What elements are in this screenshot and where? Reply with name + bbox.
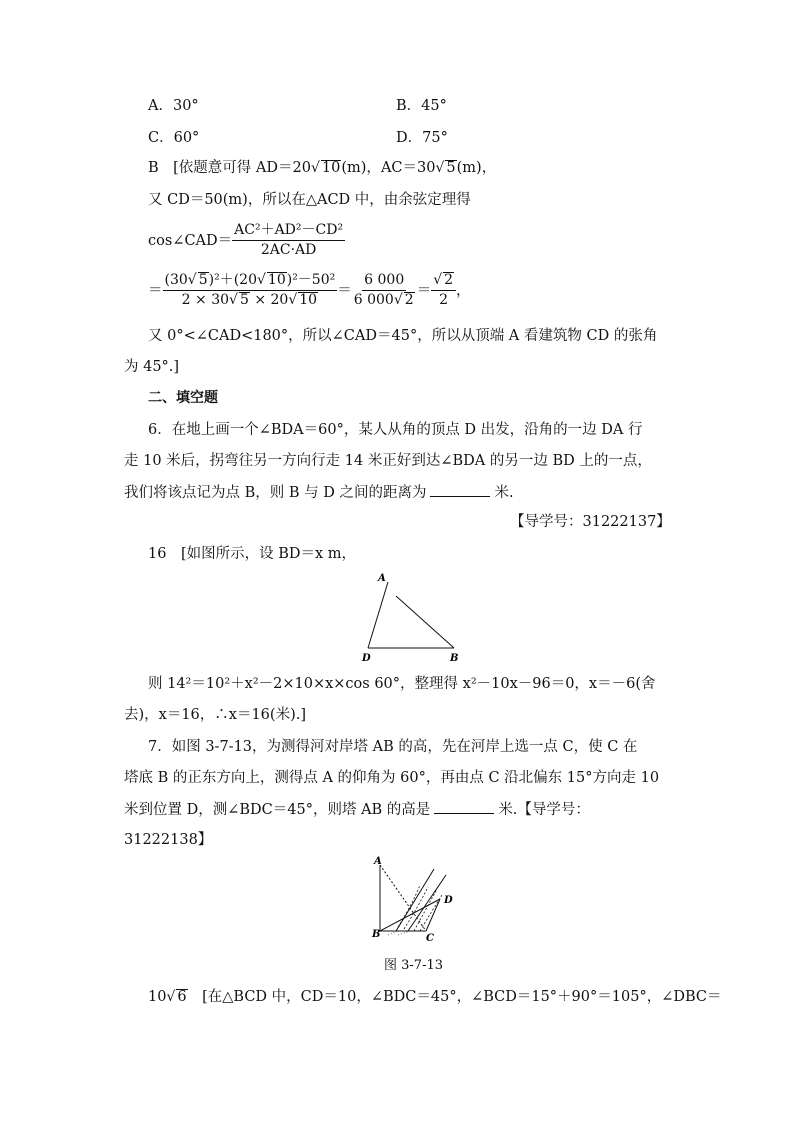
q5-solution-line1: B [依题意可得 AD＝20√ 10(m)，AC＝30√ 5(m)， — [148, 160, 497, 176]
vertex-label-b: B — [372, 929, 381, 940]
q6-line3: 我们将该点记为点 B，则 B 与 D 之间的距离为 米. — [124, 482, 514, 503]
vertex-label-d: D — [362, 653, 371, 664]
q7-line2: 塔底 B 的正东方向上，测得点 A 的仰角为 60°，再由点 C 沿北偏东 15°方向走 10 — [124, 770, 660, 786]
answer-blank — [434, 799, 494, 814]
triangle-figure — [358, 570, 468, 665]
vertex-label-a: A — [378, 573, 386, 584]
q5-solution-line5: 为 45°.] — [124, 359, 180, 375]
q7-line3: 米到位置 D，测∠BDC＝45°，则塔 AB 的高是 米.【导学号： — [124, 799, 590, 820]
hatch-2 — [398, 931, 410, 935]
answer-blank — [430, 482, 490, 497]
triangle-side-da — [368, 582, 388, 648]
option-b: B．45° — [396, 98, 447, 114]
vertex-label-d: D — [444, 895, 453, 906]
q5-cosine-formula: cos∠CAD＝ $\frac{\text{AC²＋AD²－CD²}}{2AC\cdot AD}$ — [148, 222, 344, 258]
option-c: C．60° — [148, 130, 200, 146]
q6-solution-line2: 去)，x＝16，∴x＝16(米).] — [124, 707, 306, 723]
section-heading: 二、填空题 — [148, 390, 218, 406]
triangle-side-segment — [396, 596, 454, 648]
sight-line-ac — [380, 865, 426, 931]
option-a: A．30° — [148, 98, 199, 114]
river-bank-1 — [396, 869, 434, 931]
q7-answer: 10√ 6 [在△BCD 中，CD＝10，∠BDC＝45°，∠BCD＝15°＋90°＝105°，∠DBC＝ — [148, 989, 722, 1005]
q5-computation: ＝ $\frac{\text{(30√ 5)²＋(20√ 10)²－50²}}{2 \times 30√ 5 \times 20√ 10}$ ＝ $\frac{6 000}{6 000√ 2}$ ＝ $\frac{√ 2}{2}$ ， — [148, 272, 471, 308]
q6-answer: 16 [如图所示，设 BD＝x m， — [148, 546, 357, 562]
segment-cd — [426, 899, 440, 931]
option-d: D．75° — [396, 130, 448, 146]
computation-fraction-2: $\frac{6 000}{6 000√ 2}$ — [353, 272, 414, 308]
q5-solution-line2: 又 CD＝50(m)，所以在△ACD 中，由余弦定理得 — [148, 192, 471, 208]
hatch-1 — [388, 931, 398, 935]
q6-line1: 6．在地上画一个∠BDA＝60°，某人从角的顶点 D 出发，沿角的一边 DA 行 — [148, 422, 643, 438]
figure-caption: 图 3-7-13 — [384, 958, 444, 973]
vertex-label-c: C — [426, 933, 434, 944]
tower-figure — [368, 855, 460, 947]
q6-solution-line1: 则 14²＝10²＋x²－2×10×x×cos 60°，整理得 x²－10x－96＝0，x＝－6(舍 — [148, 676, 656, 692]
q6-line2: 走 10 米后，拐弯往另一方向行走 14 米正好到达∠BDA 的另一边 BD 上的一点， — [124, 453, 652, 469]
cosine-fraction: $\frac{\text{AC²＋AD²－CD²}}{2AC\cdot AD}$ — [234, 222, 344, 258]
vertex-label-a: A — [374, 856, 382, 867]
segment-bd — [380, 899, 440, 931]
q7-line1: 7．如图 3-7-13，为测得河对岸塔 AB 的高，先在河岸上选一点 C，使 C 在 — [148, 739, 638, 755]
computation-fraction-1: $\frac{\text{(30√ 5)²＋(20√ 10)²－50²}}{2 \times 30√ 5 \times 20√ 10}$ — [164, 272, 336, 308]
q5-solution-line4: 又 0°<∠CAD<180°，所以∠CAD＝45°，所以从顶端 A 看建筑物 CD 的张角 — [148, 328, 658, 344]
q7-line4: 31222138】 — [124, 832, 213, 848]
computation-fraction-3: $\frac{√ 2}{2}$ — [431, 272, 456, 309]
q6-reference-number: 【导学号：31222137】 — [510, 514, 671, 530]
vertex-label-b: B — [450, 653, 459, 664]
